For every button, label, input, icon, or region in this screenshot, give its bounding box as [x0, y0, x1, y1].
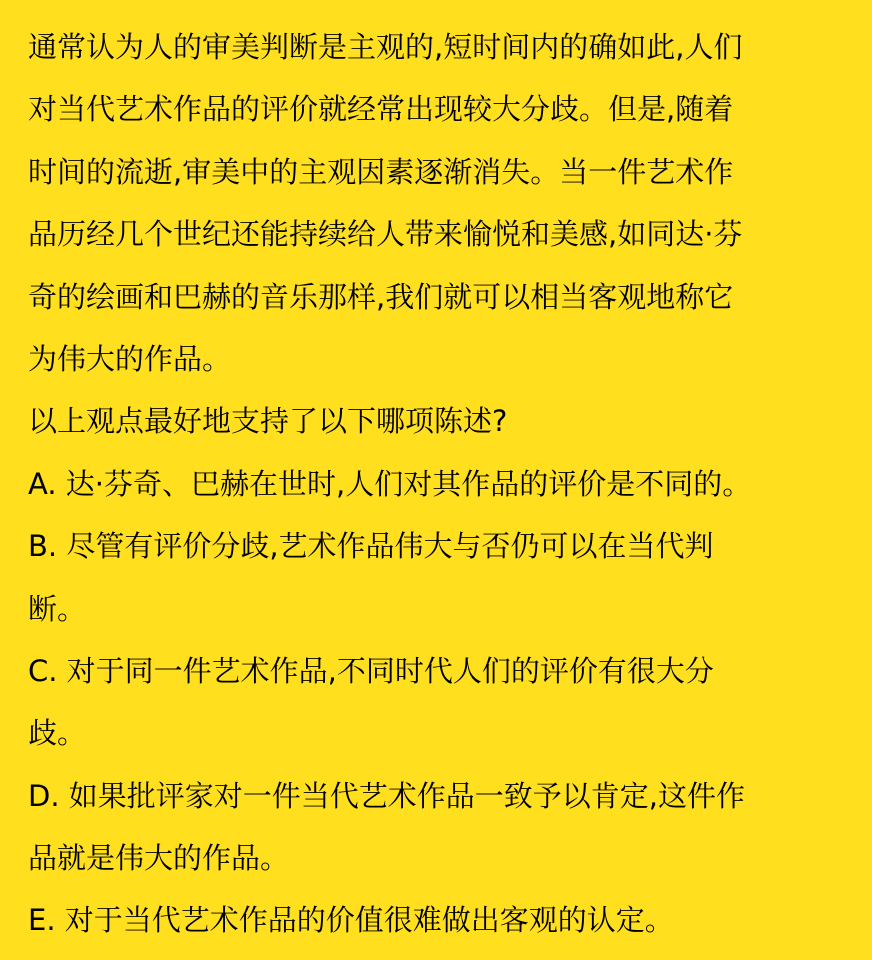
- question-content: [28, 16, 852, 952]
- passage-line: 为伟大的作品。: [28, 341, 232, 376]
- option-c-line: C. 对于同一件艺术作品,不同时代人们的评价有很大分: [28, 653, 714, 688]
- option-c-line: 歧。: [28, 716, 87, 751]
- option-a-line: A. 达·芬奇、巴赫在世时,人们对其作品的评价是不同的。: [28, 466, 752, 501]
- option-d-line: 品就是伟大的作品。: [28, 841, 290, 876]
- option-d-line: D. 如果批评家对一件当代艺术作品一致予以肯定,这件作: [28, 778, 745, 813]
- passage-line: 品历经几个世纪还能持续给人带来愉悦和美感,如同达·芬: [28, 217, 743, 252]
- option-a: [28, 453, 852, 515]
- option-c: [28, 640, 852, 765]
- option-b-line: 断。: [28, 591, 87, 626]
- passage-line: 对当代艺术作品的评价就经常出现较大分歧。但是,随着: [28, 92, 734, 127]
- question-stem: 以上观点最好地支持了以下哪项陈述?: [28, 404, 508, 439]
- option-e-line: E. 对于当代艺术作品的价值很难做出客观的认定。: [28, 903, 674, 938]
- option-b: [28, 515, 852, 640]
- option-e: [28, 889, 852, 951]
- passage-line: 时间的流逝,审美中的主观因素逐渐消失。当一件艺术作: [28, 154, 734, 189]
- option-b-line: B. 尽管有评价分歧,艺术作品伟大与否仍可以在当代判: [28, 529, 714, 564]
- option-d: [28, 765, 852, 890]
- passage-line: 通常认为人的审美判断是主观的,短时间内的确如此,人们: [28, 30, 743, 64]
- passage: [28, 16, 852, 390]
- passage-line: 奇的绘画和巴赫的音乐那样,我们就可以相当客观地称它: [28, 279, 734, 314]
